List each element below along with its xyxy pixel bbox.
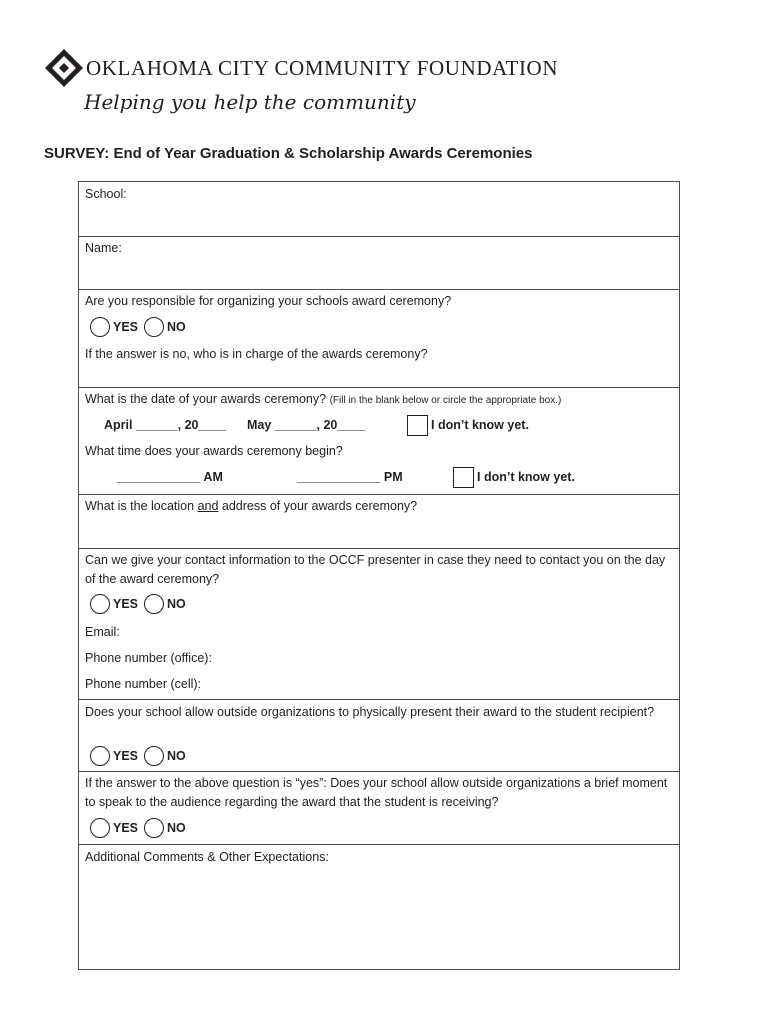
email-label: Email: [85, 625, 120, 639]
school-row [79, 182, 679, 236]
speak-no-radio[interactable] [144, 818, 164, 838]
organizing-yes-no [90, 317, 186, 337]
outside-orgs-question: Does your school allow outside organizations to physically present their award to the student recipient? [85, 705, 655, 719]
outside-orgs-row [79, 699, 679, 771]
no-label: NO [167, 597, 186, 611]
name-row [79, 236, 679, 290]
location-post: address of your awards ceremony? [218, 499, 418, 513]
organizing-no-radio[interactable] [144, 317, 164, 337]
contact-row [79, 548, 679, 700]
phone-cell-label: Phone number (cell): [85, 677, 202, 691]
diamond-knot-logo-icon [44, 48, 84, 88]
no-label: NO [167, 821, 186, 835]
yes-label: YES [113, 597, 139, 611]
date-question [85, 392, 561, 406]
yes-label: YES [113, 320, 139, 334]
name-label: Name: [85, 241, 122, 255]
yes-label: YES [113, 749, 139, 763]
date-unknown-checkbox[interactable] [407, 415, 428, 436]
may-date-field[interactable]: May ______, 20____ [247, 418, 366, 432]
phone-office-label: Phone number (office): [85, 651, 212, 665]
time-question: What time does your awards ceremony begin? [85, 444, 343, 458]
organizing-question: Are you responsible for organizing your schools award ceremony? [85, 294, 452, 308]
yes-label: YES [113, 821, 139, 835]
tagline: Helping you help the community [84, 90, 416, 114]
organizing-row [79, 289, 679, 388]
no-label: NO [167, 749, 186, 763]
outside-orgs-yes-no [90, 746, 186, 766]
april-date-field[interactable]: April ______, 20____ [104, 418, 227, 432]
contact-yes-radio[interactable] [90, 594, 110, 614]
time-pm-field[interactable]: ____________ PM [297, 470, 403, 484]
location-pre: What is the location [85, 499, 198, 513]
organizing-followup: If the answer is no, who is in charge of the awards ceremony? [85, 347, 428, 361]
time-unknown-checkbox[interactable] [453, 467, 474, 488]
time-unknown-label: I don’t know yet. [477, 470, 575, 484]
date-question-text: What is the date of your awards ceremony? [85, 392, 327, 406]
location-row [79, 494, 679, 549]
speak-row [79, 771, 679, 844]
survey-title: SURVEY: End of Year Graduation & Scholarship Awards Ceremonies [44, 145, 533, 162]
outside-orgs-no-radio[interactable] [144, 746, 164, 766]
outside-orgs-yes-radio[interactable] [90, 746, 110, 766]
contact-yes-no [90, 594, 186, 614]
survey-form [78, 181, 680, 970]
school-label: School: [85, 187, 127, 201]
location-and: and [197, 499, 219, 513]
organizing-yes-radio[interactable] [90, 317, 110, 337]
org-name: OKLAHOMA CITY COMMUNITY FOUNDATION [86, 56, 559, 80]
comments-label: Additional Comments & Other Expectations: [85, 850, 329, 864]
no-label: NO [167, 320, 186, 334]
contact-question: Can we give your contact information to the OCCF presenter in case they need to contact you on the day of the award ceremony? [85, 553, 666, 586]
speak-yes-radio[interactable] [90, 818, 110, 838]
time-am-field[interactable]: ____________ AM [117, 470, 223, 484]
date-time-row [79, 387, 679, 494]
date-note: (Fill in the blank below or circle the appropriate box.) [329, 395, 562, 406]
speak-question: If the answer to the above question is “yes”: Does your school allow outside organizations a brief moment to speak to the audience regarding the award that the student is receiving? [85, 776, 668, 809]
speak-yes-no [90, 818, 186, 838]
contact-no-radio[interactable] [144, 594, 164, 614]
comments-row [79, 844, 679, 970]
date-unknown-label: I don’t know yet. [431, 418, 529, 432]
location-question [85, 499, 417, 513]
